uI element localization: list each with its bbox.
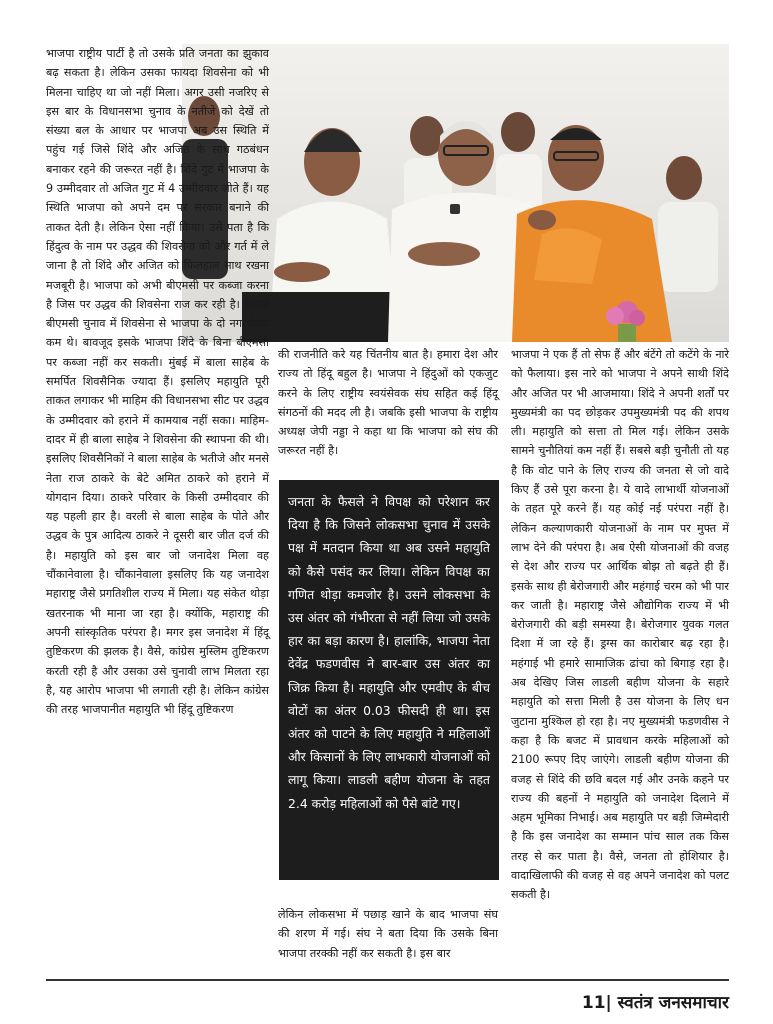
footer-rule <box>46 979 729 981</box>
pull-quote-box: जनता के फैसले ने विपक्ष को परेशान कर दिया है कि जिसने लोकसभा चुनाव में उसके पक्ष में मतदान किया था अब उसने महायुति को कैसे पसंद कर लिया। लेकिन विपक्ष का गणित थोड़ा कमजोर है। उसने लोकसभा के उस अंतर को गंभीरता से नहीं लिया जो उसके हार का बड़ा कारण है। हालांकि, भाजपा नेता देवेंद्र फडणवीस ने बार-बार उस अंतर का जिक्र किया है। महायुति और एमवीए के बीच वोटों का अंतर 0.03 फीसदी ही था। इस अंतर को पाटने के लिए महायुति ने महिलाओं और किसानों के लिए लाभकारी योजनाओं को लागू किया। लाडली बहीण योजना के तहत 2.4 करोड़ महिलाओं को पैसे बांटे गए। <box>279 480 499 880</box>
article-column-3: भाजपा ने एक हैं तो सेफ हैं और बंटेंगे तो कटेंगे के नारे को फैलाया। इस नारे को भाजपा ने अपने साथी शिंदे और अजित पर भी आजमाया। शिंदे ने अपनी शर्तों पर मुख्यमंत्री का पद छोड़कर उपमुख्यमंत्री पद की शपथ ली। महायुति को सत्ता तो मिल गई। लेकिन उसके सामने चुनौतियां कम नहीं हैं। सबसे बड़ी चुनौती तो यह है कि वोट पाने के लिए राज्य की जनता से जो वादे किए हैं उसे पूरा करना है। ये वादे लाभार्थी योजनाओं के तहत पूरे करने हैं। यह कोई नई परंपरा नहीं है। लेकिन कल्याणकारी योजनाओं के नाम पर मुफ्त में लाभ देने की परंपरा है। अब ऐसी योजनाओं की वजह से देश और राज्य पर आर्थिक बोझ तो बढ़ते ही हैं। इसके साथ ही बेरोजगारी और महंगाई चरम को भी पार कर जाती है। महाराष्ट्र जैसे औद्योगिक राज्य में भी बेरोजगारी की बड़ी समस्या है। बेरोजगार युवक गलत दिशा में जा रहे हैं। ड्रग्स का कारोबार बढ़ रहा है। महंगाई भी हमारे सामाजिक ढांचा को बिगाड़ रहा है। अब देखिए जिस लाडली बहीण योजना के सहारे महायुति को सत्ता मिली है उस योजना के लिए धन जुटाना मुश्किल हो रहा है। नए मुख्यमंत्री फडणवीस ने कहा है कि बजट में प्रावधान करके महिलाओं को 2100 रूपए दिए जाएंगे। लाडली बहीण योजना की वजह से शिंदे की छवि बदल गई और उनके कहने पर राज्य की बहनों ने महायुति को जनादेश दिलाने में अहम भूमिका निभाई। अब महायुति पर बड़ी जिम्मेदारी है कि इस जनादेश का सम्मान पांच साल तक किस तरह से कर पाता है। वैसे, जनता तो होशियार है। वादाखिलाफी की वजह से वह अपने जनादेश को पलट सकती है। <box>511 348 729 902</box>
article-column-1: भाजपा राष्ट्रीय पार्टी है तो उसके प्रति जनता का झुकाव बढ़ सकता है। लेकिन उसका फायदा शिवसेना को भी मिलना चाहिए था जो नहीं मिला। अगर उसी नजरिए से इस बार के विधानसभा चुनाव के नतीजे को देखें तो संख्या बल के आधार पर भाजपा अब उस स्थिति में पहुंच गई जिसे शिंदे और अजित के साथ गठबंधन बनाकर रहने की जरूरत नहीं है। शिंदे गुट में भाजपा के 9 उम्मीदवार तो अजित गुट में 4 उम्मीदवार जीते हैं। यह स्थिति भाजपा को अपने दम पर सरकार बनाने की ताकत देती है। लेकिन ऐसा नहीं किया। उसे पता है कि हिंदुत्व के नाम पर उद्धव की शिवसेना को और गर्त में ले जाना है तो शिंदे और अजित को फिलहाल साथ रखना मजबूरी है। भाजपा को अभी बीएमसी पर कब्जा करना है जिस पर उद्धव की शिवसेना राज कर रही है। पिछले बीएमसी चुनाव में शिवसेना से भाजपा के दो नगरसेवक कम थे। बावजूद इसके भाजपा शिंदे के बिना बीएमसी पर कब्जा नहीं कर सकती। मुंबई में बाला साहेब के समर्पित शिवसैनिक ज्यादा हैं। इसलिए महायुति पूरी ताकत लगाकर भी माहिम की विधानसभा सीट पर उद्धव के उम्मीदवार को हराने में कामयाब नहीं सका। माहिम-दादर में ही बाला साहेब ने शिवसेना की स्थापना की थी। इसलिए शिवसैनिकों ने बाला साहेब के भतीजे और मनसे नेता राज ठाकरे के बेटे अमित ठाकरे को हराने में योगदान दिया। ठाकरे परिवार के किसी उम्मीदवार की यह पहली हार है। वरली से बाला साहेब के पोते और उद्धव के पुत्र आदित्य ठाकरे ने दूसरी बार जीत दर्ज की है। महायुति को इस बार जो जनादेश मिला वह चौंकानेवाला है। चौंकानेवाला इसलिए कि यह जनादेश महाराष्ट्र जैसे प्रगतिशील राज्य में मिला। यह संकेत थोड़ा खतरनाक भी माना जा रहा है। क्योंकि, महाराष्ट्र की अपनी सांस्कृतिक परंपरा है। मगर इस जनादेश में हिंदू तुष्टिकरण की झलक है। वैसे, कांग्रेस मुस्लिम तुष्टिकरण करती रही है और उसका उसे चुनावी लाभ मिलता रहा है, यह आरोप भाजपा भी लगाती रही है। लेकिन कांग्रेस की तरह भाजपानीत महायुति भी हिंदू तुष्टिकरण <box>46 47 269 717</box>
article-column-2-bottom: लेकिन लोकसभा में पछाड़ खाने के बाद भाजपा संघ की शरण में गई। संघ ने बता दिया कि उसके बिना भाजपा तरक्की नहीं कर सकती है। इस बार <box>278 908 498 960</box>
article-column-2-top: की राजनीति करे यह चिंतनीय बात है। हमारा देश और राज्य तो हिंदू बहुल है। भाजपा ने हिंदुओं को एकजुट करने के लिए राष्ट्रीय स्वयंसेवक संघ सहित कई हिंदू संगठनों की मदद ली है। जबकि इसी भाजपा के राष्ट्रीय अध्यक्ष जेपी नड्डा ने कहा था कि भाजपा को संघ की जरूरत नहीं है। <box>278 348 498 458</box>
page-folio: 11| स्वतंत्र जनसमाचार <box>581 993 729 1013</box>
